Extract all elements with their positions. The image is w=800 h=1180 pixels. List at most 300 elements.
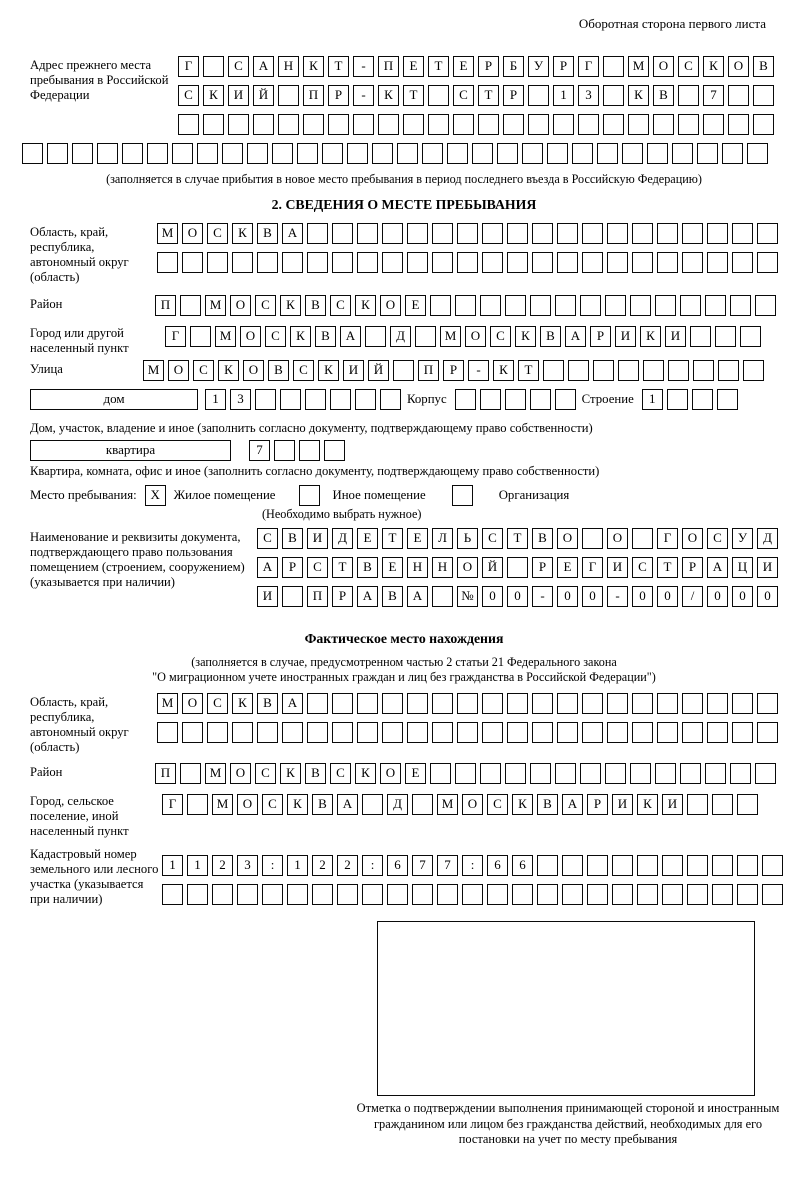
- char-cell[interactable]: [568, 360, 589, 381]
- char-cell[interactable]: [412, 794, 433, 815]
- char-cell[interactable]: [203, 114, 224, 135]
- char-cell[interactable]: [357, 223, 378, 244]
- char-cell[interactable]: [507, 557, 528, 578]
- char-cell[interactable]: А: [282, 693, 303, 714]
- char-cell[interactable]: С: [178, 85, 199, 106]
- char-cell[interactable]: [278, 85, 299, 106]
- char-cell[interactable]: [507, 223, 528, 244]
- char-cell[interactable]: [693, 360, 714, 381]
- char-cell[interactable]: [532, 223, 553, 244]
- char-cell[interactable]: [603, 114, 624, 135]
- char-cell[interactable]: О: [462, 794, 483, 815]
- char-cell[interactable]: [415, 326, 436, 347]
- char-cell[interactable]: [587, 855, 608, 876]
- char-cell[interactable]: Т: [657, 557, 678, 578]
- char-cell[interactable]: О: [230, 295, 251, 316]
- char-cell[interactable]: [647, 143, 668, 164]
- char-cell[interactable]: [207, 722, 228, 743]
- char-cell[interactable]: С: [678, 56, 699, 77]
- char-cell[interactable]: [732, 693, 753, 714]
- char-cell[interactable]: [562, 855, 583, 876]
- char-cell[interactable]: С: [482, 528, 503, 549]
- char-cell[interactable]: [730, 763, 751, 784]
- char-cell[interactable]: [692, 389, 713, 410]
- char-cell[interactable]: К: [303, 56, 324, 77]
- char-cell[interactable]: О: [457, 557, 478, 578]
- char-cell[interactable]: [528, 85, 549, 106]
- char-cell[interactable]: Й: [368, 360, 389, 381]
- char-cell[interactable]: [393, 360, 414, 381]
- char-cell[interactable]: [622, 143, 643, 164]
- char-cell[interactable]: -: [353, 85, 374, 106]
- char-cell[interactable]: [382, 252, 403, 273]
- char-cell[interactable]: [582, 223, 603, 244]
- char-cell[interactable]: В: [257, 223, 278, 244]
- char-cell[interactable]: [255, 389, 276, 410]
- char-cell[interactable]: К: [640, 326, 661, 347]
- char-cell[interactable]: [180, 295, 201, 316]
- char-cell[interactable]: П: [155, 763, 176, 784]
- char-cell[interactable]: К: [493, 360, 514, 381]
- char-cell[interactable]: П: [378, 56, 399, 77]
- char-cell[interactable]: [705, 295, 726, 316]
- char-cell[interactable]: С: [453, 85, 474, 106]
- char-cell[interactable]: [743, 360, 764, 381]
- char-cell[interactable]: 0: [732, 586, 753, 607]
- char-cell[interactable]: Е: [405, 763, 426, 784]
- char-cell[interactable]: М: [212, 794, 233, 815]
- char-cell[interactable]: 1: [553, 85, 574, 106]
- char-cell[interactable]: Р: [443, 360, 464, 381]
- char-cell[interactable]: [553, 114, 574, 135]
- char-cell[interactable]: [740, 326, 761, 347]
- char-cell[interactable]: [455, 763, 476, 784]
- char-cell[interactable]: К: [512, 794, 533, 815]
- char-cell[interactable]: [462, 884, 483, 905]
- char-cell[interactable]: [732, 223, 753, 244]
- char-cell[interactable]: 7: [412, 855, 433, 876]
- char-cell[interactable]: Н: [407, 557, 428, 578]
- char-cell[interactable]: [282, 722, 303, 743]
- char-cell[interactable]: В: [257, 693, 278, 714]
- char-cell[interactable]: Т: [403, 85, 424, 106]
- char-cell[interactable]: [667, 389, 688, 410]
- char-cell[interactable]: К: [703, 56, 724, 77]
- char-cell[interactable]: 1: [287, 855, 308, 876]
- char-cell[interactable]: [605, 763, 626, 784]
- char-cell[interactable]: [505, 389, 526, 410]
- char-cell[interactable]: [387, 884, 408, 905]
- char-cell[interactable]: С: [255, 763, 276, 784]
- char-cell[interactable]: [222, 143, 243, 164]
- char-cell[interactable]: Т: [428, 56, 449, 77]
- char-cell[interactable]: [332, 722, 353, 743]
- char-cell[interactable]: О: [240, 326, 261, 347]
- char-cell[interactable]: [728, 85, 749, 106]
- char-cell[interactable]: [530, 763, 551, 784]
- char-cell[interactable]: [403, 114, 424, 135]
- char-cell[interactable]: [582, 252, 603, 273]
- char-cell[interactable]: А: [562, 794, 583, 815]
- char-cell[interactable]: С: [193, 360, 214, 381]
- char-cell[interactable]: [182, 252, 203, 273]
- char-cell[interactable]: [532, 693, 553, 714]
- char-cell[interactable]: -: [532, 586, 553, 607]
- char-cell[interactable]: У: [732, 528, 753, 549]
- char-cell[interactable]: [457, 223, 478, 244]
- char-cell[interactable]: С: [228, 56, 249, 77]
- char-cell[interactable]: [722, 143, 743, 164]
- char-cell[interactable]: [618, 360, 639, 381]
- char-cell[interactable]: [682, 693, 703, 714]
- char-cell[interactable]: [687, 855, 708, 876]
- char-cell[interactable]: В: [753, 56, 774, 77]
- char-cell[interactable]: [357, 252, 378, 273]
- char-cell[interactable]: [582, 722, 603, 743]
- char-cell[interactable]: В: [382, 586, 403, 607]
- char-cell[interactable]: С: [207, 223, 228, 244]
- char-cell[interactable]: О: [237, 794, 258, 815]
- char-cell[interactable]: [557, 722, 578, 743]
- char-cell[interactable]: [655, 763, 676, 784]
- char-cell[interactable]: Й: [482, 557, 503, 578]
- char-cell[interactable]: [353, 114, 374, 135]
- char-cell[interactable]: [603, 85, 624, 106]
- char-cell[interactable]: Р: [478, 56, 499, 77]
- char-cell[interactable]: 6: [512, 855, 533, 876]
- char-cell[interactable]: М: [205, 295, 226, 316]
- char-cell[interactable]: [237, 884, 258, 905]
- char-cell[interactable]: О: [182, 693, 203, 714]
- char-cell[interactable]: Р: [328, 85, 349, 106]
- char-cell[interactable]: [472, 143, 493, 164]
- char-cell[interactable]: [365, 326, 386, 347]
- char-cell[interactable]: Г: [582, 557, 603, 578]
- char-cell[interactable]: [557, 223, 578, 244]
- char-cell[interactable]: М: [437, 794, 458, 815]
- char-cell[interactable]: 2: [212, 855, 233, 876]
- char-cell[interactable]: [603, 56, 624, 77]
- char-cell[interactable]: Р: [682, 557, 703, 578]
- char-cell[interactable]: [274, 440, 295, 461]
- char-cell[interactable]: [578, 114, 599, 135]
- char-cell[interactable]: Д: [387, 794, 408, 815]
- char-cell[interactable]: [357, 693, 378, 714]
- char-cell[interactable]: М: [628, 56, 649, 77]
- char-cell[interactable]: [382, 722, 403, 743]
- char-cell[interactable]: [657, 223, 678, 244]
- char-cell[interactable]: [332, 252, 353, 273]
- char-cell[interactable]: О: [607, 528, 628, 549]
- char-cell[interactable]: [299, 440, 320, 461]
- char-cell[interactable]: [324, 440, 345, 461]
- char-cell[interactable]: [512, 884, 533, 905]
- char-cell[interactable]: [607, 223, 628, 244]
- char-cell[interactable]: [307, 223, 328, 244]
- char-cell[interactable]: М: [205, 763, 226, 784]
- char-cell[interactable]: 6: [387, 855, 408, 876]
- char-cell[interactable]: [247, 143, 268, 164]
- char-cell[interactable]: [532, 722, 553, 743]
- char-cell[interactable]: [432, 252, 453, 273]
- char-cell[interactable]: О: [653, 56, 674, 77]
- char-cell[interactable]: [478, 114, 499, 135]
- char-cell[interactable]: У: [528, 56, 549, 77]
- char-cell[interactable]: [430, 295, 451, 316]
- char-cell[interactable]: К: [232, 223, 253, 244]
- char-cell[interactable]: 7: [437, 855, 458, 876]
- char-cell[interactable]: [680, 295, 701, 316]
- char-cell[interactable]: 7: [249, 440, 270, 461]
- char-cell[interactable]: К: [318, 360, 339, 381]
- char-cell[interactable]: [407, 223, 428, 244]
- char-cell[interactable]: [628, 114, 649, 135]
- char-cell[interactable]: [762, 884, 783, 905]
- char-cell[interactable]: [632, 693, 653, 714]
- char-cell[interactable]: Т: [382, 528, 403, 549]
- char-cell[interactable]: Р: [332, 586, 353, 607]
- char-cell[interactable]: [687, 794, 708, 815]
- char-cell[interactable]: 0: [757, 586, 778, 607]
- char-cell[interactable]: С: [265, 326, 286, 347]
- char-cell[interactable]: [378, 114, 399, 135]
- char-cell[interactable]: М: [157, 693, 178, 714]
- char-cell[interactable]: 1: [187, 855, 208, 876]
- char-cell[interactable]: [212, 884, 233, 905]
- char-cell[interactable]: А: [253, 56, 274, 77]
- char-cell[interactable]: Е: [407, 528, 428, 549]
- char-cell[interactable]: Е: [403, 56, 424, 77]
- char-cell[interactable]: [678, 114, 699, 135]
- char-cell[interactable]: [507, 722, 528, 743]
- char-cell[interactable]: [753, 114, 774, 135]
- char-cell[interactable]: [757, 223, 778, 244]
- char-cell[interactable]: 0: [632, 586, 653, 607]
- char-cell[interactable]: В: [305, 295, 326, 316]
- char-cell[interactable]: №: [457, 586, 478, 607]
- char-cell[interactable]: [612, 855, 633, 876]
- char-cell[interactable]: [715, 326, 736, 347]
- char-cell[interactable]: К: [280, 763, 301, 784]
- char-cell[interactable]: Г: [162, 794, 183, 815]
- char-cell[interactable]: [262, 884, 283, 905]
- char-cell[interactable]: [737, 884, 758, 905]
- char-cell[interactable]: [582, 528, 603, 549]
- char-cell[interactable]: [747, 143, 768, 164]
- char-cell[interactable]: 3: [237, 855, 258, 876]
- char-cell[interactable]: [562, 884, 583, 905]
- char-cell[interactable]: [607, 693, 628, 714]
- char-cell[interactable]: [580, 295, 601, 316]
- char-cell[interactable]: П: [155, 295, 176, 316]
- char-cell[interactable]: [297, 143, 318, 164]
- char-cell[interactable]: С: [707, 528, 728, 549]
- char-cell[interactable]: [707, 693, 728, 714]
- char-cell[interactable]: [453, 114, 474, 135]
- char-cell[interactable]: [355, 389, 376, 410]
- checkbox-org[interactable]: [452, 485, 473, 506]
- char-cell[interactable]: [505, 763, 526, 784]
- char-cell[interactable]: [487, 884, 508, 905]
- char-cell[interactable]: И: [662, 794, 683, 815]
- char-cell[interactable]: Г: [578, 56, 599, 77]
- char-cell[interactable]: С: [490, 326, 511, 347]
- char-cell[interactable]: С: [255, 295, 276, 316]
- char-cell[interactable]: А: [565, 326, 586, 347]
- char-cell[interactable]: [432, 586, 453, 607]
- char-cell[interactable]: Л: [432, 528, 453, 549]
- char-cell[interactable]: [637, 855, 658, 876]
- char-cell[interactable]: К: [355, 295, 376, 316]
- char-cell[interactable]: [703, 114, 724, 135]
- char-cell[interactable]: [637, 884, 658, 905]
- char-cell[interactable]: К: [232, 693, 253, 714]
- char-cell[interactable]: [528, 114, 549, 135]
- char-cell[interactable]: О: [230, 763, 251, 784]
- char-cell[interactable]: [717, 389, 738, 410]
- char-cell[interactable]: [732, 252, 753, 273]
- char-cell[interactable]: [407, 693, 428, 714]
- char-cell[interactable]: 0: [657, 586, 678, 607]
- char-cell[interactable]: [507, 252, 528, 273]
- char-cell[interactable]: [482, 722, 503, 743]
- char-cell[interactable]: Р: [553, 56, 574, 77]
- char-cell[interactable]: [180, 763, 201, 784]
- char-cell[interactable]: [547, 143, 568, 164]
- char-cell[interactable]: 0: [507, 586, 528, 607]
- char-cell[interactable]: :: [462, 855, 483, 876]
- char-cell[interactable]: В: [540, 326, 561, 347]
- char-cell[interactable]: 1: [642, 389, 663, 410]
- char-cell[interactable]: [530, 389, 551, 410]
- char-cell[interactable]: И: [307, 528, 328, 549]
- char-cell[interactable]: [657, 722, 678, 743]
- char-cell[interactable]: [482, 693, 503, 714]
- char-cell[interactable]: [187, 794, 208, 815]
- char-cell[interactable]: Е: [357, 528, 378, 549]
- char-cell[interactable]: Ц: [732, 557, 753, 578]
- char-cell[interactable]: П: [303, 85, 324, 106]
- char-cell[interactable]: [572, 143, 593, 164]
- char-cell[interactable]: [382, 693, 403, 714]
- char-cell[interactable]: [257, 252, 278, 273]
- char-cell[interactable]: [97, 143, 118, 164]
- char-cell[interactable]: [505, 295, 526, 316]
- char-cell[interactable]: [480, 763, 501, 784]
- char-cell[interactable]: [428, 85, 449, 106]
- char-cell[interactable]: [707, 722, 728, 743]
- char-cell[interactable]: [605, 295, 626, 316]
- char-cell[interactable]: [662, 884, 683, 905]
- char-cell[interactable]: [480, 389, 501, 410]
- char-cell[interactable]: [680, 763, 701, 784]
- char-cell[interactable]: Е: [453, 56, 474, 77]
- char-cell[interactable]: Р: [532, 557, 553, 578]
- checkbox-zhiloe[interactable]: X: [145, 485, 166, 506]
- char-cell[interactable]: 0: [482, 586, 503, 607]
- char-cell[interactable]: [407, 722, 428, 743]
- char-cell[interactable]: [428, 114, 449, 135]
- char-cell[interactable]: 2: [337, 855, 358, 876]
- char-cell[interactable]: А: [337, 794, 358, 815]
- char-cell[interactable]: К: [628, 85, 649, 106]
- char-cell[interactable]: Е: [382, 557, 403, 578]
- char-cell[interactable]: [630, 295, 651, 316]
- char-cell[interactable]: [762, 855, 783, 876]
- char-cell[interactable]: [755, 763, 776, 784]
- char-cell[interactable]: В: [537, 794, 558, 815]
- char-cell[interactable]: [757, 722, 778, 743]
- char-cell[interactable]: С: [632, 557, 653, 578]
- char-cell[interactable]: А: [407, 586, 428, 607]
- char-cell[interactable]: П: [418, 360, 439, 381]
- char-cell[interactable]: [607, 252, 628, 273]
- char-cell[interactable]: [532, 252, 553, 273]
- char-cell[interactable]: 0: [707, 586, 728, 607]
- char-cell[interactable]: В: [532, 528, 553, 549]
- char-cell[interactable]: И: [607, 557, 628, 578]
- char-cell[interactable]: К: [218, 360, 239, 381]
- char-cell[interactable]: [712, 794, 733, 815]
- char-cell[interactable]: Д: [332, 528, 353, 549]
- char-cell[interactable]: А: [282, 223, 303, 244]
- char-cell[interactable]: И: [615, 326, 636, 347]
- char-cell[interactable]: С: [257, 528, 278, 549]
- char-cell[interactable]: [407, 252, 428, 273]
- char-cell[interactable]: О: [182, 223, 203, 244]
- char-cell[interactable]: [457, 693, 478, 714]
- char-cell[interactable]: [380, 389, 401, 410]
- char-cell[interactable]: -: [353, 56, 374, 77]
- char-cell[interactable]: О: [380, 763, 401, 784]
- char-cell[interactable]: [147, 143, 168, 164]
- char-cell[interactable]: [580, 763, 601, 784]
- char-cell[interactable]: 7: [703, 85, 724, 106]
- char-cell[interactable]: И: [757, 557, 778, 578]
- char-cell[interactable]: [682, 252, 703, 273]
- char-cell[interactable]: [282, 252, 303, 273]
- char-cell[interactable]: 3: [578, 85, 599, 106]
- char-cell[interactable]: Т: [328, 56, 349, 77]
- char-cell[interactable]: [503, 114, 524, 135]
- char-cell[interactable]: [682, 223, 703, 244]
- char-cell[interactable]: [593, 360, 614, 381]
- char-cell[interactable]: [732, 722, 753, 743]
- char-cell[interactable]: В: [268, 360, 289, 381]
- char-cell[interactable]: Г: [178, 56, 199, 77]
- char-cell[interactable]: [257, 722, 278, 743]
- checkbox-inoe[interactable]: [299, 485, 320, 506]
- char-cell[interactable]: [690, 326, 711, 347]
- char-cell[interactable]: В: [282, 528, 303, 549]
- char-cell[interactable]: [332, 693, 353, 714]
- char-cell[interactable]: [190, 326, 211, 347]
- char-cell[interactable]: :: [362, 855, 383, 876]
- char-cell[interactable]: [232, 252, 253, 273]
- char-cell[interactable]: [362, 794, 383, 815]
- char-cell[interactable]: [537, 855, 558, 876]
- char-cell[interactable]: [287, 884, 308, 905]
- char-cell[interactable]: [412, 884, 433, 905]
- char-cell[interactable]: [630, 763, 651, 784]
- char-cell[interactable]: И: [343, 360, 364, 381]
- char-cell[interactable]: [697, 143, 718, 164]
- char-cell[interactable]: В: [305, 763, 326, 784]
- char-cell[interactable]: [507, 693, 528, 714]
- char-cell[interactable]: [555, 389, 576, 410]
- char-cell[interactable]: [707, 223, 728, 244]
- char-cell[interactable]: С: [307, 557, 328, 578]
